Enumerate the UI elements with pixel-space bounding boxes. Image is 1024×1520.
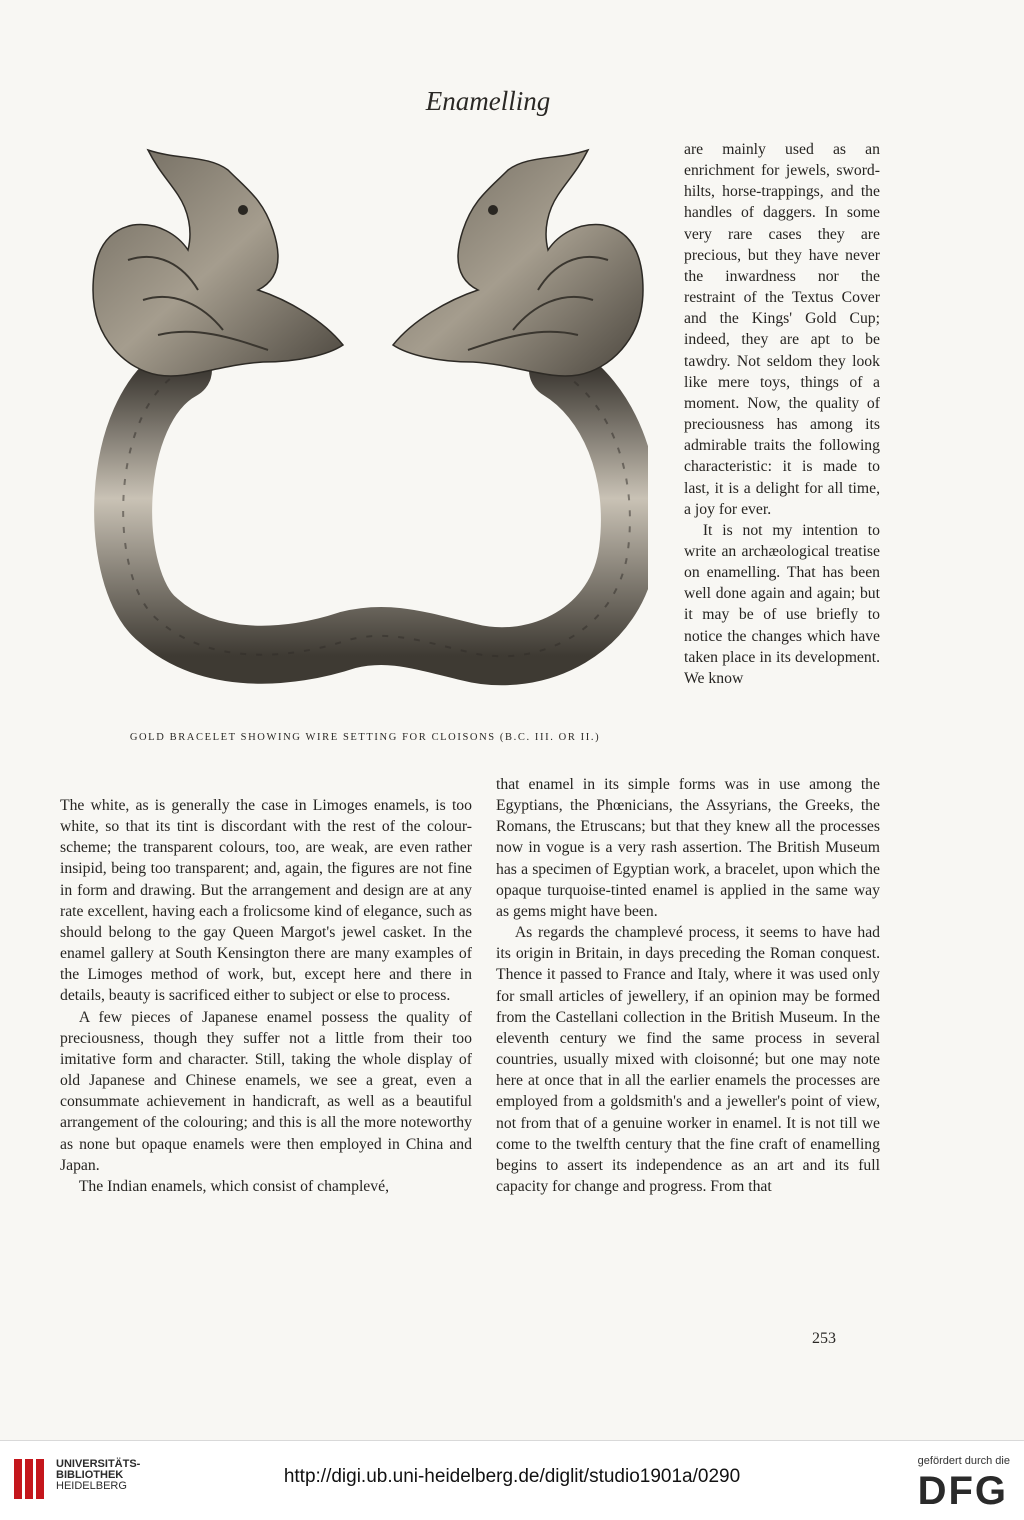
bracelet-illustration [88,140,648,715]
digitization-footer [0,1440,1024,1520]
permalink-url[interactable]: http://digi.ub.uni-heidelberg.de/diglit/studio1901a/0290 [283,1466,741,1487]
paragraph: are mainly used as an enrichment for jewels, sword-hilts, horse-trappings, and the handles of daggers. In some very rare cases they are precious, but they have never the inwardness nor the restraint of the Textus Cover and the Kings' Gold Cup; indeed, they are apt to be tawdry. Not seldom they look like mere toys, things of a moment. Now, the quality of preciousness has among its admirable traits the following characteristic: it is made to last, it is a delight for all time, a joy for ever. [684,141,880,518]
paragraph: As regards the champlevé process, it seems to have had its origin in Britain, in days preceding the Roman conquest. Thence it passed to France and Italy, where it was used only for small articles of jewellery, if an opinion may be formed from the Castellani collection in the British Museum. In the eleventh century we find the same process in several countries, usually mixed with cloisonné; but one may note here at once that in all the earlier enamels the processes are employed from a goldsmith's and a jeweller's point of view, not from that of a genuine worker in enamel. It is not till we come to the twelfth century that the fine craft of enamelling begins to assert its independence as an art and its full capacity for change and progress. From that [496,924,880,1195]
paragraph: It is not my intention to write an archæological treatise on enamelling. That has been well done again and again; but it may be of use briefly to notice the changes which have taken place in its development. We know [684,521,880,687]
running-header: Enamelling [425,86,551,116]
right-column [496,774,880,1197]
left-column [60,795,472,1197]
funded-by-label: gefördert durch die [917,1455,1010,1467]
figure-caption: GOLD BRACELET SHOWING WIRE SETTING FOR CLOISONS (B.C. III. OR II.) [129,732,601,743]
paragraph: The Indian enamels, which consist of champlevé, [78,1177,389,1195]
side-column [684,139,880,689]
library-name: UNIVERSITÄTS- BIBLIOTHEK HEIDELBERG [56,1458,141,1492]
dfg-logo: DFG [917,1469,1008,1513]
paragraph: The white, as is generally the case in Limoges enamels, is too white, so that its tint is discordant with the rest of the colour-scheme; the transparent colours, too, are weak, are even rather insipid, being too transparent; and, again, the figures are not fine in form and drawing. But the arrangement and design are at any rate excellent, having each a frolicsome kind of elegance, such as should belong to the gay Queen Margot's jewel casket. In the enamel gallery at South Kensington there are many examples of the Limoges method of work, but, except here and there in details, beauty is sacrificed either to subject or else to process. [60,797,472,1005]
page-number: 253 [812,1330,836,1347]
paragraph: that enamel in its simple forms was in use among the Egyptians, the Phœnicians, the Assyrians, the Greeks, the Romans, the Etruscans; but that they knew all the processes now in vogue is a very rash assertion. The British Museum has a specimen of Egyptian work, a bracelet, upon which the opaque turquoise-tinted enamel is applied in the same way as gems might have been. [496,776,880,920]
paragraph: A few pieces of Japanese enamel possess the quality of preciousness, though they suffer not a little from their too imitative form and character. Still, taking the whole display of old Japanese and Chinese enamels, we see a great, even a consummate achievement in handicraft, as well as a beautiful arrangement of the colouring; and this is all the more noteworthy as none but opaque enamels were then employed in China and Japan. [60,1008,472,1174]
